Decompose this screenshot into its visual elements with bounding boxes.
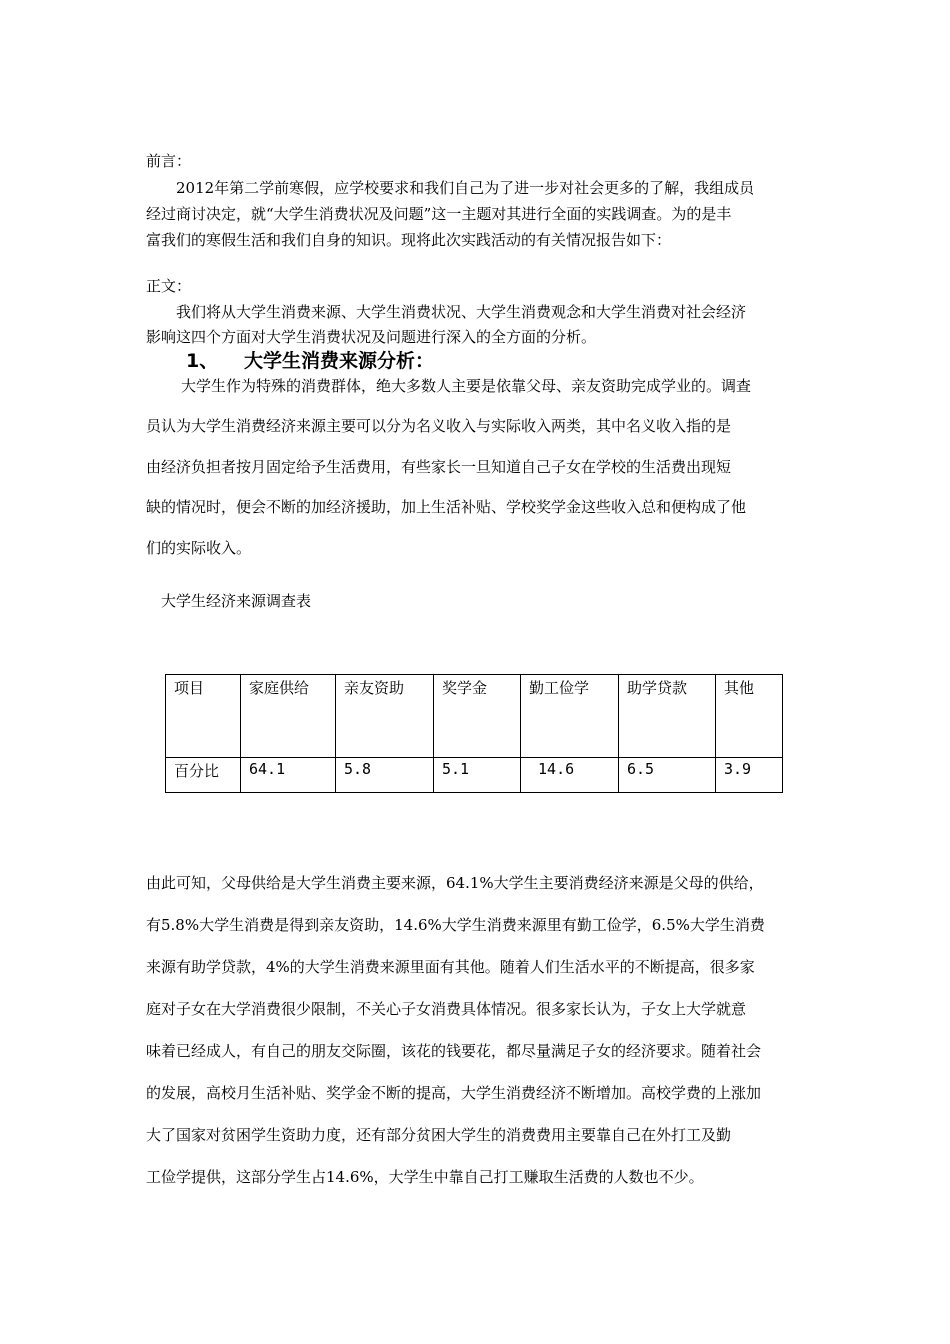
preface-line: 2012年第二学前寒假，应学校要求和我们自己为了进一步对社会更多的了解，我组成员 [176,179,755,197]
table-header-cell: 家庭供给 [241,675,336,758]
body-line: 影响这四个方面对大学生消费状况及问题进行深入的全方面的分析。 [146,328,597,346]
conclusion-line: 有5.8%大学生消费是得到亲友资助，14.6%大学生消费来源里有勤工俭学，6.5%大学生消费 [146,916,765,934]
table-cell: 百分比 [166,758,241,793]
section-heading [186,349,434,373]
table-header-cell: 其他 [716,675,783,758]
body-line: 我们将从大学生消费来源、大学生消费状况、大学生消费观念和大学生消费对社会经济 [176,303,747,321]
table-header-cell: 奖学金 [434,675,521,758]
section-paragraph-line: 由经济负担者按月固定给予生活费用，有些家长一旦知道自己子女在学校的生活费出现短 [146,458,732,476]
conclusion-line: 庭对子女在大学消费很少限制，不关心子女消费具体情况。很多家长认为，子女上大学就意 [146,1000,747,1018]
table-cell: 14.6 [521,758,619,793]
conclusion-line: 大了国家对贫困学生资助力度，还有部分贫困大学生的消费费用主要靠自己在外打工及勤 [146,1126,732,1144]
table-cell: 64.1 [241,758,336,793]
section-number: 1、 [186,350,219,372]
conclusion-line: 工俭学提供，这部分学生占14.6%，大学生中靠自己打工赚取生活费的人数也不少。 [146,1168,704,1186]
section-paragraph-line: 大学生作为特殊的消费群体，绝大多数人主要是依靠父母、亲友资助完成学业的。调查 [181,377,752,395]
section-title: 大学生消费来源分析： [244,350,435,372]
table-cell: 5.8 [336,758,434,793]
conclusion-line: 来源有助学贷款，4%的大学生消费来源里面有其他。随着人们生活水平的不断提高，很多家 [146,958,755,976]
section-paragraph-line: 员认为大学生消费经济来源主要可以分为名义收入与实际收入两类，其中名义收入指的是 [146,417,732,435]
table-header-cell: 项目 [166,675,241,758]
table-cell: 3.9 [716,758,783,793]
table-cell: 6.5 [619,758,716,793]
conclusion-line: 味着已经成人，有自己的朋友交际圈，该花的钱要花，都尽量满足子女的经济要求。随着社会 [146,1042,762,1060]
table-header-row [166,675,783,758]
table-header-cell: 助学贷款 [619,675,716,758]
conclusion-line: 的发展，高校月生活补贴、奖学金不断的提高，大学生消费经济不断增加。高校学费的上涨加 [146,1084,762,1102]
table-title: 大学生经济来源调查表 [161,592,312,610]
section-paragraph-line: 缺的情况时，便会不断的加经济援助，加上生活补贴、学校奖学金这些收入总和便构成了他 [146,498,747,516]
preface-line: 富我们的寒假生活和我们自身的知识。现将此次实践活动的有关情况报告如下： [146,231,672,249]
conclusion-line: 由此可知，父母供给是大学生消费主要来源，64.1%大学生主要消费经济来源是父母的供给， [146,874,764,892]
table-row [166,758,783,793]
table-header-cell: 勤工俭学 [521,675,619,758]
preface-line: 经过商讨决定，就“大学生消费状况及问题”这一主题对其进行全面的实践调查。为的是丰 [146,205,732,223]
preface-label: 前言： [146,152,192,170]
section-paragraph-line: 们的实际收入。 [146,539,252,557]
table-header-cell: 亲友资助 [336,675,434,758]
table-cell: 5.1 [434,758,521,793]
survey-table [165,674,783,793]
body-label: 正文： [146,277,192,295]
